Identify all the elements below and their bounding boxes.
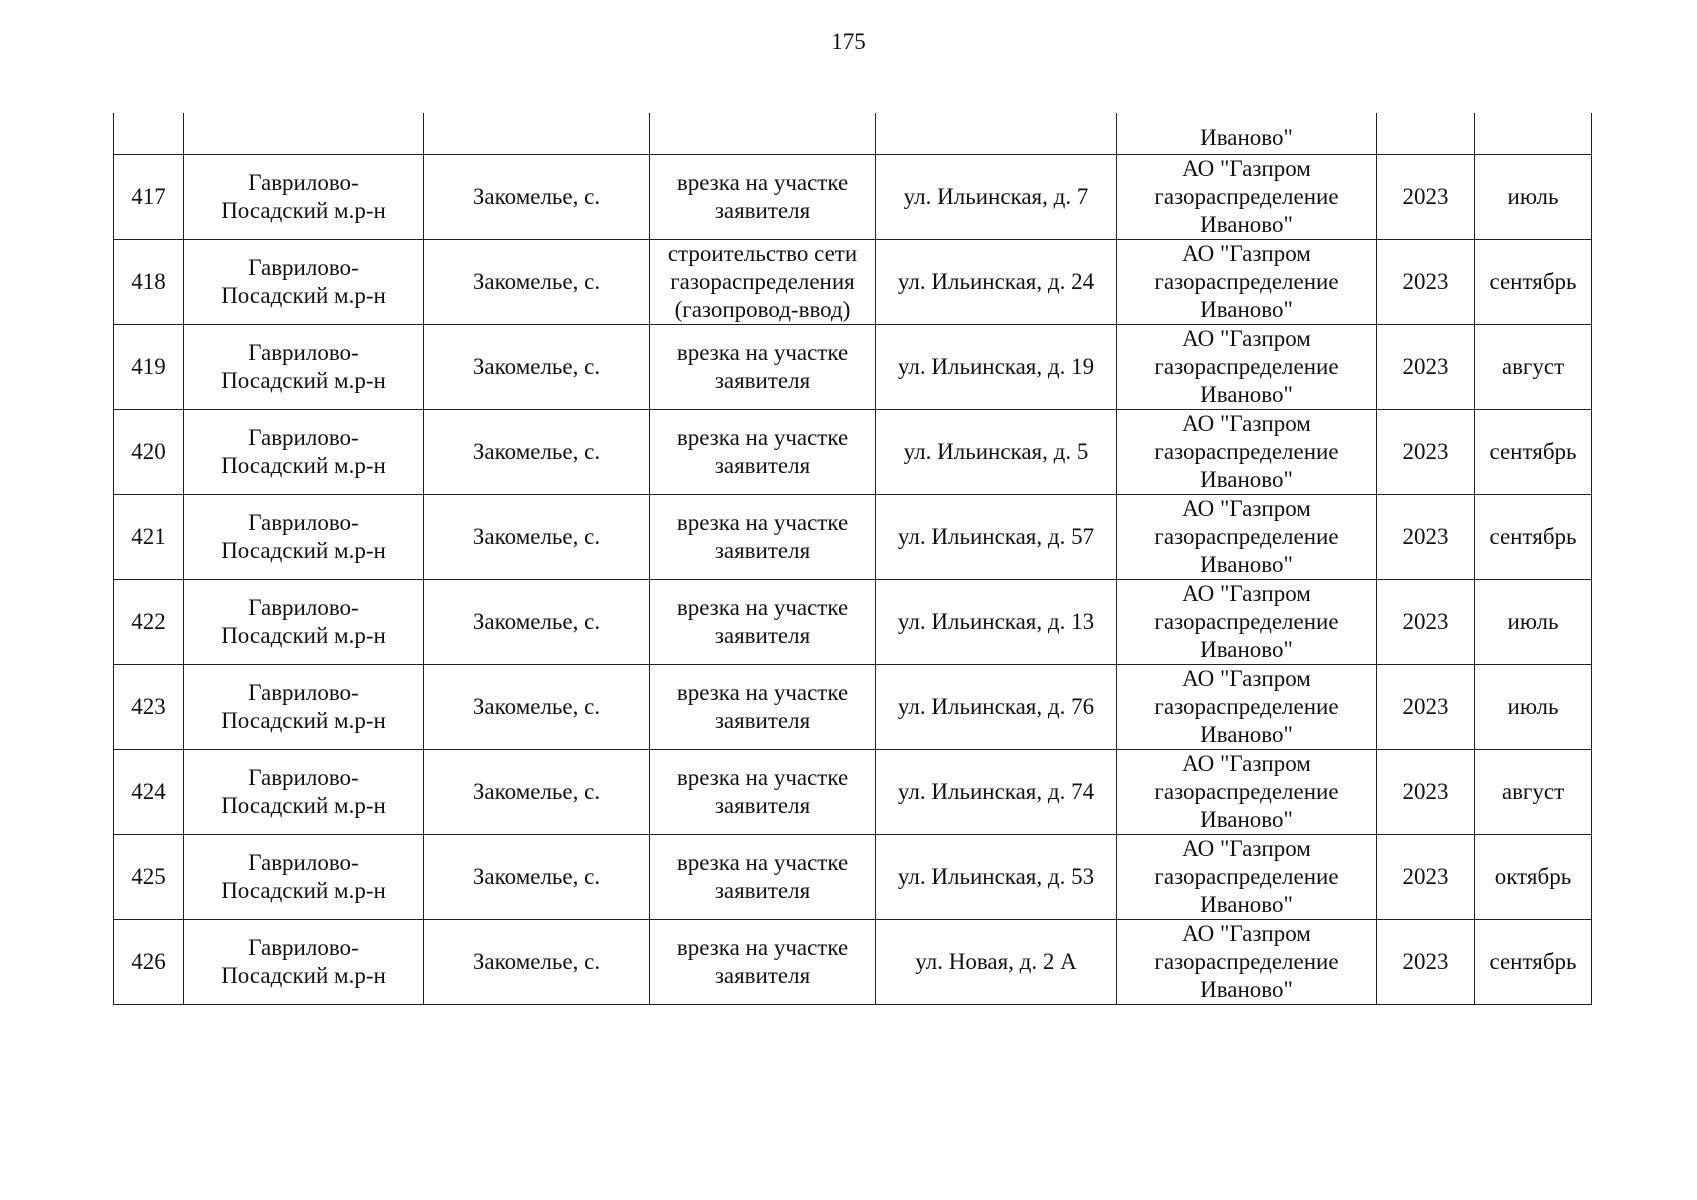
cell-address: ул. Ильинская, д. 76 (876, 665, 1117, 750)
cell-organization: АО "Газпром газораспределение Иваново" (1117, 750, 1377, 835)
cell-address: ул. Ильинская, д. 19 (876, 325, 1117, 410)
cell-settlement: Закомелье, с. (424, 665, 650, 750)
cell-address: ул. Ильинская, д. 74 (876, 750, 1117, 835)
cell-organization: АО "Газпром газораспределение Иваново" (1117, 920, 1377, 1005)
cell-work-type: врезка на участке заявителя (650, 325, 876, 410)
cell-month: июль (1475, 665, 1592, 750)
cell-district: Гаврилово- Посадский м.р-н (184, 410, 424, 495)
page-number: 175 (831, 29, 866, 54)
cell-district (184, 113, 424, 155)
cell-organization: АО "Газпром газораспределение Иваново" (1117, 325, 1377, 410)
table-row (114, 155, 1592, 240)
cell-organization: АО "Газпром газораспределение Иваново" (1117, 410, 1377, 495)
cell-settlement: Закомелье, с. (424, 835, 650, 920)
cell-year: 2023 (1377, 410, 1475, 495)
cell-work-type: врезка на участке заявителя (650, 750, 876, 835)
cell-address: ул. Ильинская, д. 53 (876, 835, 1117, 920)
table-row-continuation (114, 113, 1592, 155)
cell-work-type: врезка на участке заявителя (650, 410, 876, 495)
cell-settlement: Закомелье, с. (424, 580, 650, 665)
cell-settlement: Закомелье, с. (424, 325, 650, 410)
cell-month: сентябрь (1475, 240, 1592, 325)
cell-address: ул. Ильинская, д. 5 (876, 410, 1117, 495)
cell-district: Гаврилово- Посадский м.р-н (184, 325, 424, 410)
cell-work-type: врезка на участке заявителя (650, 835, 876, 920)
cell-number: 423 (114, 665, 184, 750)
cell-organization: АО "Газпром газораспределение Иваново" (1117, 155, 1377, 240)
cell-month: август (1475, 325, 1592, 410)
cell-organization: АО "Газпром газораспределение Иваново" (1117, 580, 1377, 665)
cell-organization: АО "Газпром газораспределение Иваново" (1117, 240, 1377, 325)
cell-settlement: Закомелье, с. (424, 410, 650, 495)
cell-district: Гаврилово- Посадский м.р-н (184, 920, 424, 1005)
cell-month: июль (1475, 580, 1592, 665)
cell-month: август (1475, 750, 1592, 835)
cell-year: 2023 (1377, 920, 1475, 1005)
cell-work-type: врезка на участке заявителя (650, 495, 876, 580)
cell-work-type: врезка на участке заявителя (650, 580, 876, 665)
cell-address: ул. Ильинская, д. 24 (876, 240, 1117, 325)
cell-year: 2023 (1377, 580, 1475, 665)
cell-address: ул. Ильинская, д. 57 (876, 495, 1117, 580)
cell-settlement: Закомелье, с. (424, 750, 650, 835)
cell-settlement: Закомелье, с. (424, 920, 650, 1005)
cell-address: ул. Ильинская, д. 7 (876, 155, 1117, 240)
cell-work-type: строительство сети газораспределения (газопровод-ввод) (650, 240, 876, 325)
cell-district: Гаврилово- Посадский м.р-н (184, 495, 424, 580)
cell-year: 2023 (1377, 750, 1475, 835)
cell-month: сентябрь (1475, 920, 1592, 1005)
cell-number: 417 (114, 155, 184, 240)
table-row (114, 665, 1592, 750)
cell-settlement (424, 113, 650, 155)
cell-number: 418 (114, 240, 184, 325)
cell-year: 2023 (1377, 665, 1475, 750)
cell-month: июль (1475, 155, 1592, 240)
cell-year: 2023 (1377, 325, 1475, 410)
table-row (114, 410, 1592, 495)
cell-organization: АО "Газпром газораспределение Иваново" (1117, 665, 1377, 750)
cell-work-type: врезка на участке заявителя (650, 665, 876, 750)
cell-work-type: врезка на участке заявителя (650, 920, 876, 1005)
cell-district: Гаврилово- Посадский м.р-н (184, 835, 424, 920)
cell-number: 425 (114, 835, 184, 920)
cell-address (876, 113, 1117, 155)
table-row (114, 920, 1592, 1005)
cell-organization: Иваново" (1117, 113, 1377, 155)
cell-month: сентябрь (1475, 410, 1592, 495)
cell-organization: АО "Газпром газораспределение Иваново" (1117, 495, 1377, 580)
cell-number: 421 (114, 495, 184, 580)
cell-month: октябрь (1475, 835, 1592, 920)
table-row (114, 835, 1592, 920)
table-row (114, 240, 1592, 325)
cell-settlement: Закомелье, с. (424, 495, 650, 580)
cell-number (114, 113, 184, 155)
table-row (114, 495, 1592, 580)
cell-year: 2023 (1377, 495, 1475, 580)
cell-month (1475, 113, 1592, 155)
connections-table (113, 113, 1592, 1005)
cell-year: 2023 (1377, 835, 1475, 920)
cell-organization: АО "Газпром газораспределение Иваново" (1117, 835, 1377, 920)
table-row (114, 750, 1592, 835)
cell-month: сентябрь (1475, 495, 1592, 580)
cell-district: Гаврилово- Посадский м.р-н (184, 665, 424, 750)
cell-number: 420 (114, 410, 184, 495)
table-row (114, 325, 1592, 410)
cell-number: 422 (114, 580, 184, 665)
cell-address: ул. Ильинская, д. 13 (876, 580, 1117, 665)
cell-work-type (650, 113, 876, 155)
table-row (114, 580, 1592, 665)
cell-settlement: Закомелье, с. (424, 155, 650, 240)
cell-year: 2023 (1377, 155, 1475, 240)
cell-address: ул. Новая, д. 2 А (876, 920, 1117, 1005)
table-body (114, 113, 1592, 1005)
cell-year (1377, 113, 1475, 155)
cell-district: Гаврилово- Посадский м.р-н (184, 240, 424, 325)
cell-district: Гаврилово- Посадский м.р-н (184, 580, 424, 665)
cell-district: Гаврилово- Посадский м.р-н (184, 155, 424, 240)
cell-number: 419 (114, 325, 184, 410)
cell-number: 424 (114, 750, 184, 835)
cell-year: 2023 (1377, 240, 1475, 325)
cell-number: 426 (114, 920, 184, 1005)
cell-work-type: врезка на участке заявителя (650, 155, 876, 240)
cell-settlement: Закомелье, с. (424, 240, 650, 325)
cell-district: Гаврилово- Посадский м.р-н (184, 750, 424, 835)
